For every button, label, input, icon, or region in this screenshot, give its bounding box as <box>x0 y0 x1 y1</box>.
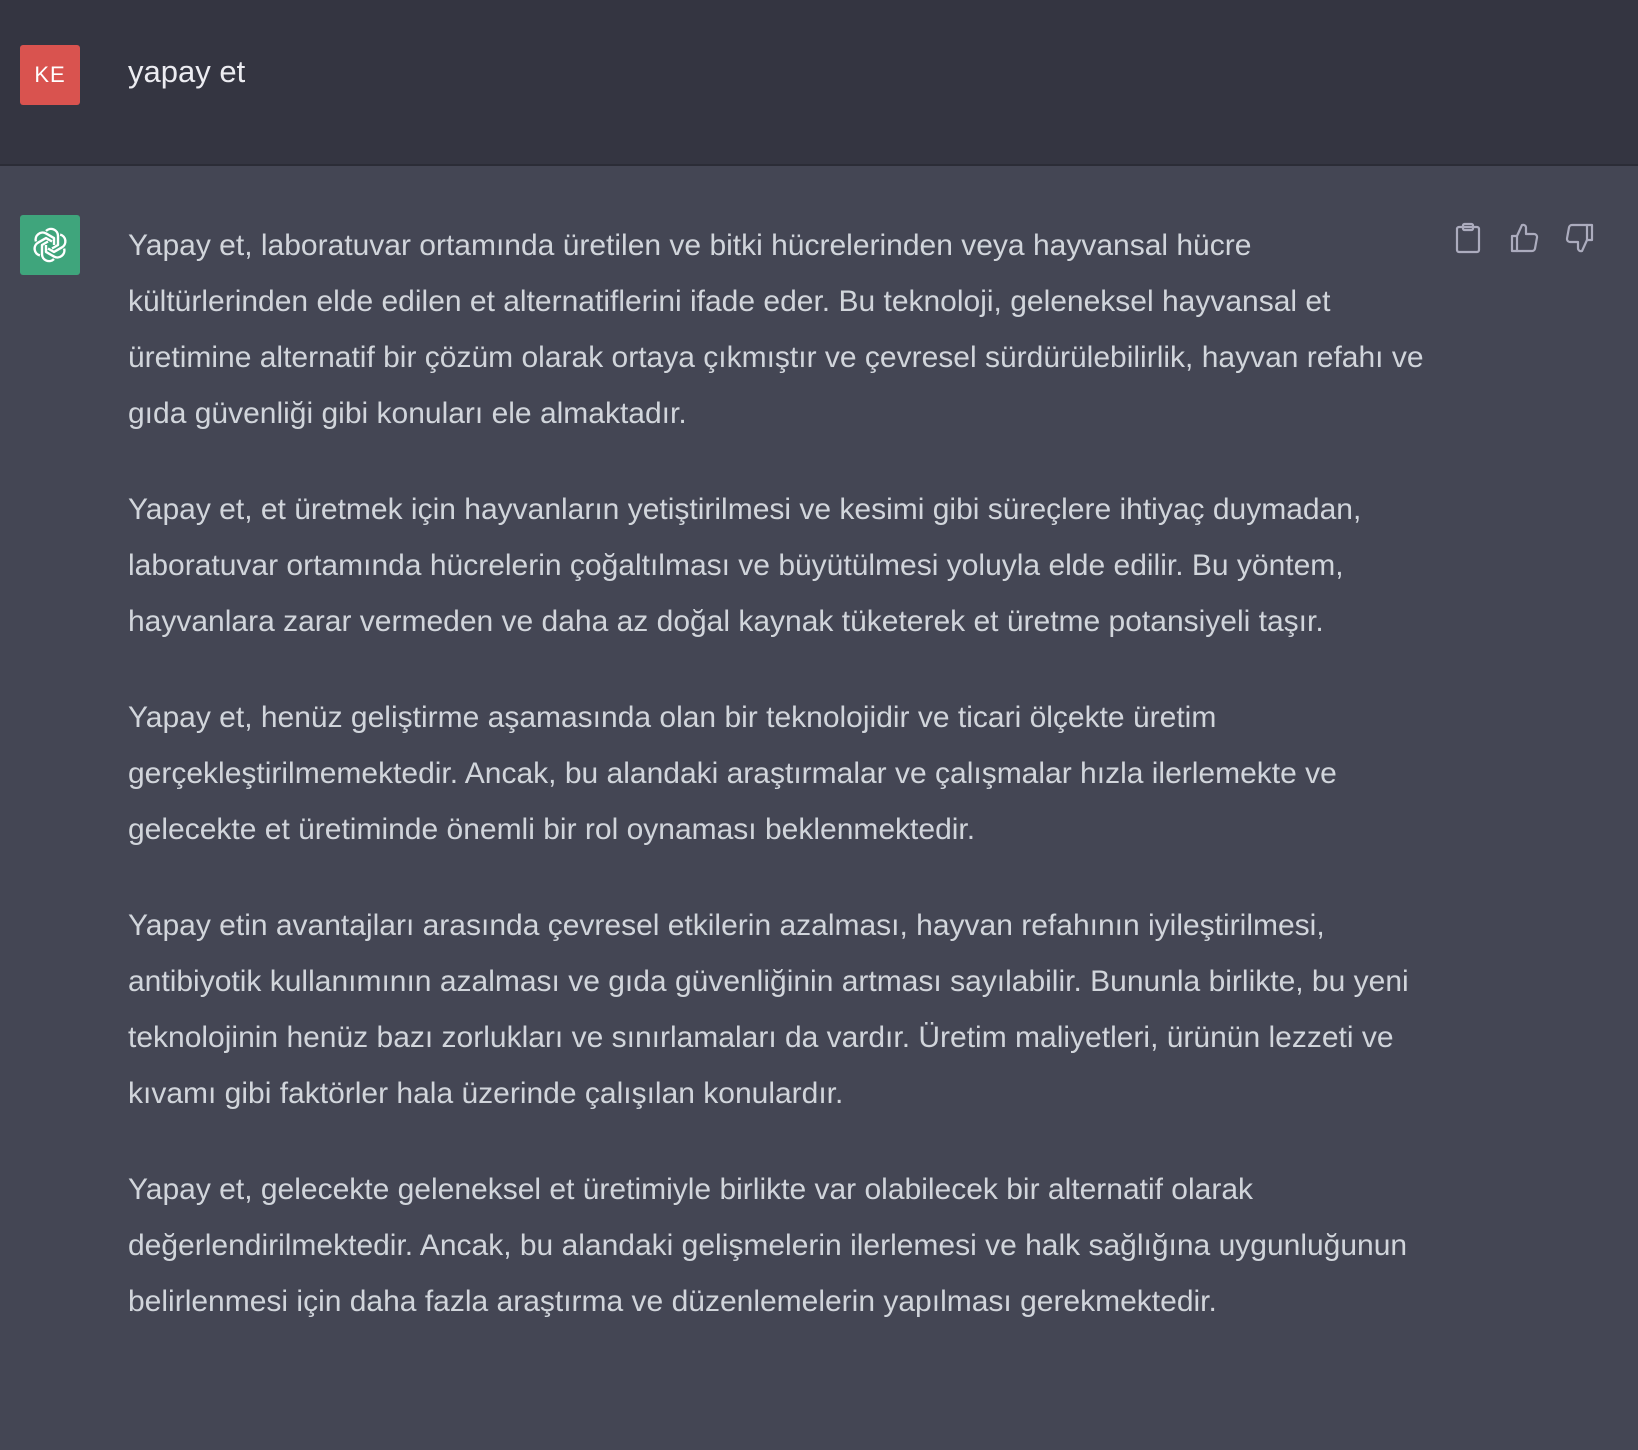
answer-paragraph: Yapay et, gelecekte geleneksel et üretimiyle birlikte var olabilecek bir alternatif olarak değerlendirilmektedir. Ancak, bu alandaki gelişmelerin ilerlemesi ve halk sağlığına uygunluğunun belirlenmesi için daha fazla araştırma ve düzenlemelerin yapılması gerekmektedir. <box>128 1173 1408 1318</box>
answer-paragraph: Yapay et, henüz geliştirme aşamasında olan bir teknolojidir ve ticari ölçekte üretim gerçekleştirilmemektedir. Ancak, bu alandaki araştırmalar ve çalışmalar hızla ilerlemekte ve gelecekte et üretiminde önemli bir rol oynaması beklenmektedir. <box>128 701 1337 846</box>
clipboard-icon <box>1454 222 1482 254</box>
user-avatar: KE <box>20 45 80 105</box>
user-message-text: yapay et <box>128 54 246 89</box>
thumbs-down-button[interactable] <box>1562 220 1598 256</box>
thumbs-up-button[interactable] <box>1506 220 1542 256</box>
thumbs-down-icon <box>1564 222 1596 254</box>
assistant-message-text <box>128 218 1428 1370</box>
openai-logo-icon <box>29 224 71 266</box>
answer-paragraph: Yapay et, laboratuvar ortamında üretilen ve bitki hücrelerinden veya hayvansal hücre kültürlerinden elde edilen et alternatiflerini ifade eder. Bu teknoloji, geleneksel hayvansal et üretimine alternatif bir çözüm olarak ortaya çıkmıştır ve çevresel sürdürülebilirlik, hayvan refahı ve gıda güvenliği gibi konuları ele almaktadır. <box>128 229 1424 430</box>
thumbs-up-icon <box>1508 222 1540 254</box>
assistant-message-row <box>0 166 1638 1450</box>
copy-button[interactable] <box>1450 220 1486 256</box>
answer-paragraph: Yapay et, et üretmek için hayvanların yetiştirilmesi ve kesimi gibi süreçlere ihtiyaç duymadan, laboratuvar ortamında hücrelerin çoğaltılması ve büyütülmesi yoluyla elde edilir. Bu yöntem, hayvanlara zarar vermeden ve daha az doğal kaynak tüketerek et üretme potansiyeli taşır. <box>128 493 1362 638</box>
assistant-avatar <box>20 215 80 275</box>
message-actions <box>1450 220 1598 256</box>
answer-paragraph: Yapay etin avantajları arasında çevresel etkilerin azalması, hayvan refahının iyileştirilmesi, antibiyotik kullanımının azalması ve gıda güvenliğinin artması sayılabilir. Bununla birlikte, bu yeni teknolojinin henüz bazı zorlukları ve sınırlamaları da vardır. Üretim maliyetleri, ürünün lezzeti ve kıvamı gibi faktörler hala üzerinde çalışılan konulardır. <box>128 909 1409 1110</box>
user-message-row <box>0 0 1638 166</box>
